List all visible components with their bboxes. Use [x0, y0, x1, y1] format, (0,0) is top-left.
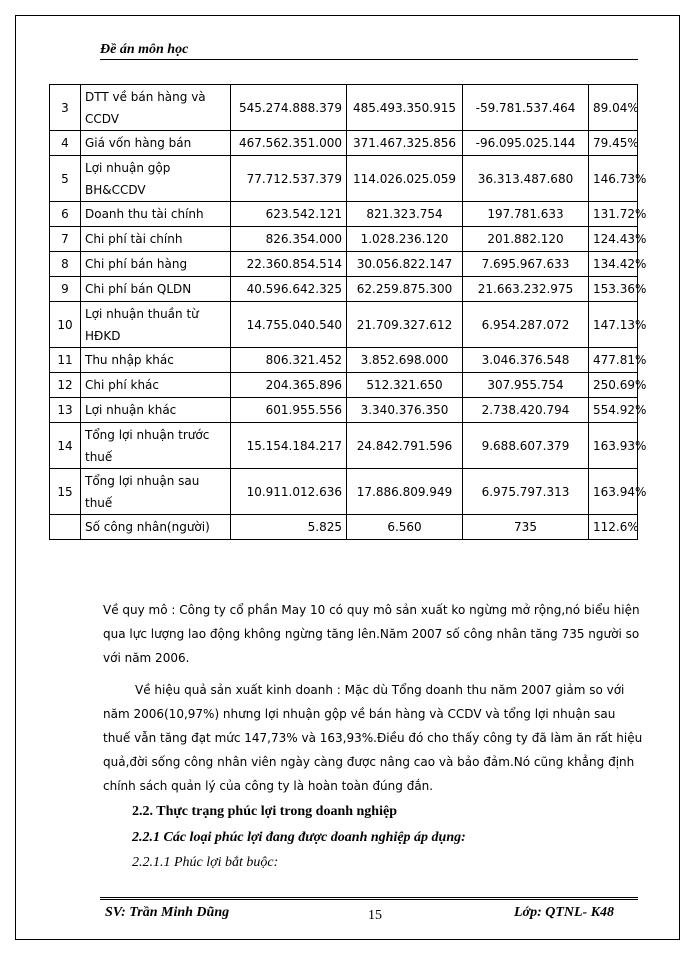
value-2006: 806.321.452	[231, 348, 347, 373]
value-percent: 163.94%	[589, 469, 638, 515]
value-difference: -96.095.025.144	[463, 131, 589, 156]
row-number: 5	[50, 156, 81, 202]
value-percent: 250.69%	[589, 373, 638, 398]
value-difference: 2.738.420.794	[463, 398, 589, 423]
footer-class: Lớp: QTNL- K48	[514, 905, 615, 920]
value-percent: 134.42%	[589, 252, 638, 277]
value-percent: 146.73%	[589, 156, 638, 202]
value-2006: 204.365.896	[231, 373, 347, 398]
value-2006: 14.755.040.540	[231, 302, 347, 348]
value-2007: 30.056.822.147	[347, 252, 463, 277]
table-row	[50, 252, 638, 277]
value-percent: 477.81%	[589, 348, 638, 373]
value-difference: 197.781.633	[463, 202, 589, 227]
header-title: Đề án môn học	[100, 42, 189, 57]
row-number: 11	[50, 348, 81, 373]
value-2006: 467.562.351.000	[231, 131, 347, 156]
table-row	[50, 202, 638, 227]
value-2007: 485.493.350.915	[347, 85, 463, 131]
value-2007: 3.852.698.000	[347, 348, 463, 373]
table-row	[50, 302, 638, 348]
value-difference: 6.975.797.313	[463, 469, 589, 515]
row-label: Tổng lợi nhuận trước thuế	[81, 423, 231, 469]
row-label: Tổng lợi nhuận sau thuế	[81, 469, 231, 515]
page-number: 15	[368, 908, 382, 923]
footer-rule	[100, 897, 638, 900]
value-difference: 36.313.487.680	[463, 156, 589, 202]
row-number: 8	[50, 252, 81, 277]
value-difference: 735	[463, 515, 589, 540]
value-2007: 6.560	[347, 515, 463, 540]
value-percent: 147.13%	[589, 302, 638, 348]
row-label: Chi phí khác	[81, 373, 231, 398]
header-rule	[100, 59, 638, 60]
table-row	[50, 373, 638, 398]
value-percent: 124.43%	[589, 227, 638, 252]
value-2006: 5.825	[231, 515, 347, 540]
value-2006: 826.354.000	[231, 227, 347, 252]
row-number: 12	[50, 373, 81, 398]
value-difference: 3.046.376.548	[463, 348, 589, 373]
value-percent: 112.6%	[589, 515, 638, 540]
subsection-heading: 2.2.1 Các loại phúc lợi đang được doanh nghiệp áp dụng:	[132, 830, 466, 845]
value-difference: 6.954.287.072	[463, 302, 589, 348]
row-label: Giá vốn hàng bán	[81, 131, 231, 156]
value-2007: 512.321.650	[347, 373, 463, 398]
value-2006: 22.360.854.514	[231, 252, 347, 277]
row-label: Chi phí bán QLDN	[81, 277, 231, 302]
row-number: 6	[50, 202, 81, 227]
row-number: 9	[50, 277, 81, 302]
table-row	[50, 277, 638, 302]
row-number: 3	[50, 85, 81, 131]
footer-student: SV: Trần Minh Dũng	[105, 905, 230, 920]
row-label: Số công nhân(người)	[81, 515, 231, 540]
value-difference: -59.781.537.464	[463, 85, 589, 131]
row-number: 7	[50, 227, 81, 252]
row-label: Chi phí tài chính	[81, 227, 231, 252]
paragraph-scale: Về quy mô : Công ty cổ phần May 10 có quy mô sản xuất ko ngừng mở rộng,nó biểu hiện qua lực lượng lao động không ngừng tăng lên.Năm 2007 số công nhân tăng 735 người so với năm 2006.	[103, 603, 640, 665]
value-percent: 131.72%	[589, 202, 638, 227]
value-difference: 21.663.232.975	[463, 277, 589, 302]
value-percent: 79.45%	[589, 131, 638, 156]
value-2006: 601.955.556	[231, 398, 347, 423]
section-heading: 2.2. Thực trạng phúc lợi trong doanh nghiệp	[132, 804, 397, 819]
row-label: Lợi nhuận gộp BH&CCDV	[81, 156, 231, 202]
row-label: Doanh thu tài chính	[81, 202, 231, 227]
paragraph-efficiency: Về hiệu quả sản xuất kinh doanh : Mặc dù Tổng doanh thu năm 2007 giảm so với năm 2006(10,97%) nhưng lợi nhuận gộp về bán hàng và CCDV và tổng lợi nhuận sau thuế vẫn tăng đạt mức 147,73% và 163,93%.Điều đó cho thấy công ty đã làm ăn rất hiệu quả,đời sống công nhân viên ngày càng được nâng cao và bảo đảm.Nó cũng khẳng định chính sách quản lý của công ty là hoàn toàn đúng đắn.	[103, 683, 643, 793]
table-row	[50, 423, 638, 469]
value-2006: 545.274.888.379	[231, 85, 347, 131]
table-row	[50, 85, 638, 131]
value-2007: 17.886.809.949	[347, 469, 463, 515]
value-percent: 89.04%	[589, 85, 638, 131]
value-2007: 1.028.236.120	[347, 227, 463, 252]
value-difference: 201.882.120	[463, 227, 589, 252]
row-number: 15	[50, 469, 81, 515]
row-label: Chi phí bán hàng	[81, 252, 231, 277]
value-2007: 114.026.025.059	[347, 156, 463, 202]
row-label: Lợi nhuận khác	[81, 398, 231, 423]
table-row	[50, 398, 638, 423]
value-2007: 3.340.376.350	[347, 398, 463, 423]
financial-table	[49, 84, 647, 540]
value-2007: 62.259.875.300	[347, 277, 463, 302]
table-row	[50, 469, 638, 515]
table-row	[50, 515, 638, 540]
value-percent: 153.36%	[589, 277, 638, 302]
value-2007: 24.842.791.596	[347, 423, 463, 469]
row-label: DTT về bán hàng và CCDV	[81, 85, 231, 131]
value-2006: 77.712.537.379	[231, 156, 347, 202]
value-difference: 7.695.967.633	[463, 252, 589, 277]
value-percent: 163.93%	[589, 423, 638, 469]
value-difference: 9.688.607.379	[463, 423, 589, 469]
row-label: Lợi nhuận thuần từ HĐKD	[81, 302, 231, 348]
value-2007: 371.467.325.856	[347, 131, 463, 156]
row-number: 10	[50, 302, 81, 348]
table-row	[50, 348, 638, 373]
value-difference: 307.955.754	[463, 373, 589, 398]
row-number: 4	[50, 131, 81, 156]
sub-subsection-heading: 2.2.1.1 Phúc lợi bắt buộc:	[132, 855, 279, 870]
row-number	[50, 515, 81, 540]
value-2007: 821.323.754	[347, 202, 463, 227]
table-row	[50, 156, 638, 202]
table-row	[50, 227, 638, 252]
value-percent: 554.92%	[589, 398, 638, 423]
value-2007: 21.709.327.612	[347, 302, 463, 348]
value-2006: 623.542.121	[231, 202, 347, 227]
value-2006: 40.596.642.325	[231, 277, 347, 302]
value-2006: 15.154.184.217	[231, 423, 347, 469]
row-number: 14	[50, 423, 81, 469]
row-number: 13	[50, 398, 81, 423]
table-row	[50, 131, 638, 156]
row-label: Thu nhập khác	[81, 348, 231, 373]
value-2006: 10.911.012.636	[231, 469, 347, 515]
